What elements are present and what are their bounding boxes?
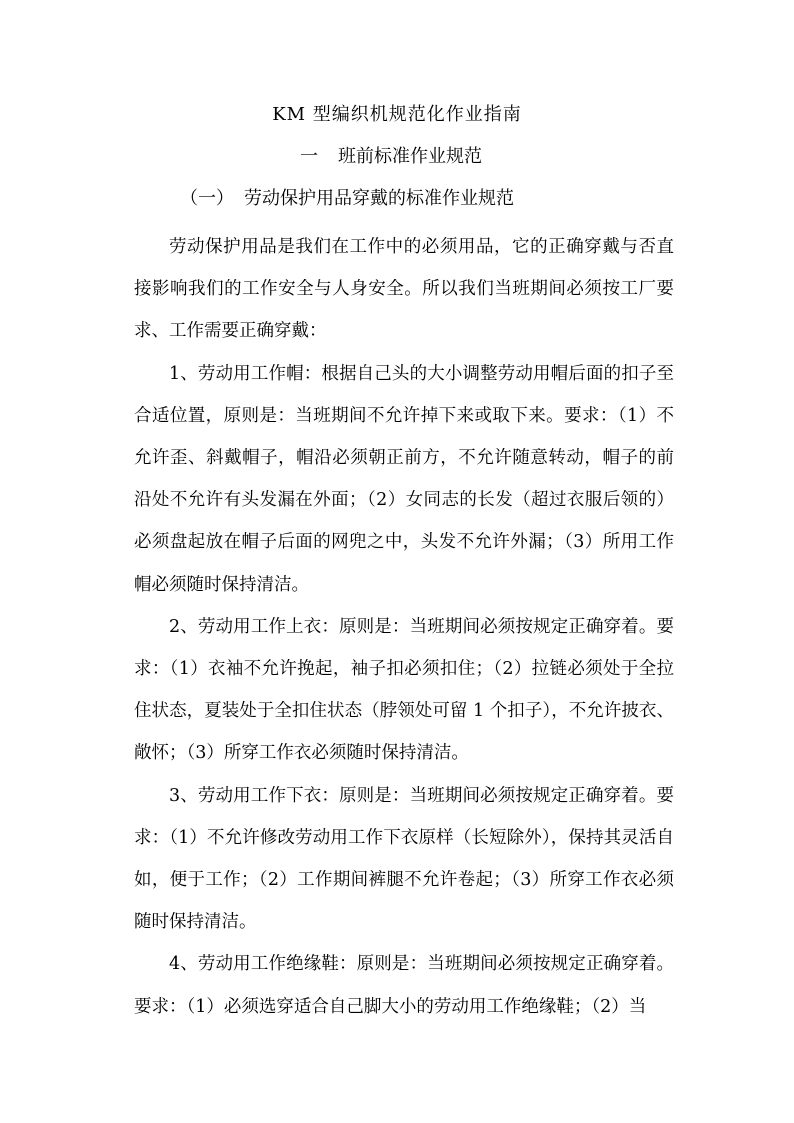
paragraph-work-trousers: 3、劳动用工作下衣：原则是：当班期间必须按规定正确穿着。要求：（1）不允许修改劳动用工作下衣原样（长短除外），保持其灵活自如，便于工作；（2）工作期间裤腿不允许卷起；（3）所穿工作衣必须随时保持清洁。 — [134, 785, 674, 933]
document-body — [134, 226, 674, 1028]
paragraph-work-cap: 1、劳动用工作帽：根据自己头的大小调整劳动用帽后面的扣子至合适位置，原则是：当班期间不允许掉下来或取下来。要求：（1）不允许歪、斜戴帽子，帽沿必须朝正前方，不允许随意转动，帽子的前沿处不允许有头发漏在外面；（2）女同志的长发（超过衣服后领的）必须盘起放在帽子后面的网兜之中，头发不允许外漏；（3）所用工作帽必须随时保持清洁。 — [134, 363, 674, 595]
subsection-number: （一） — [180, 188, 234, 209]
section-heading — [300, 142, 482, 172]
subsection-title: 劳动保护用品穿戴的标准作业规范 — [244, 188, 514, 209]
subsection-heading — [180, 184, 514, 214]
paragraph-work-jacket: 2、劳动用工作上衣：原则是：当班期间必须按规定正确穿着。要求：（1）衣袖不允许挽起，袖子扣必须扣住；（2）拉链必须处于全拉住状态，夏装处于全扣住状态（脖领处可留 1 个扣子），不允许披衣、敞怀；（3）所穿工作衣必须随时保持清洁。 — [134, 616, 674, 764]
section-title: 班前标准作业规范 — [338, 146, 482, 167]
paragraph-intro: 劳动保护用品是我们在工作中的必须用品，它的正确穿戴与否直接影响我们的工作安全与人身安全。所以我们当班期间必须按工厂要求、工作需要正确穿戴： — [134, 237, 674, 342]
document-title: KM 型编织机规范化作业指南 — [272, 104, 522, 125]
paragraph-insulated-shoes: 4、劳动用工作绝缘鞋：原则是：当班期间必须按规定正确穿着。要求：（1）必须选穿适合自己脚大小的劳动用工作绝缘鞋；（2）当 — [134, 954, 674, 1017]
section-number: 一 — [300, 146, 318, 167]
